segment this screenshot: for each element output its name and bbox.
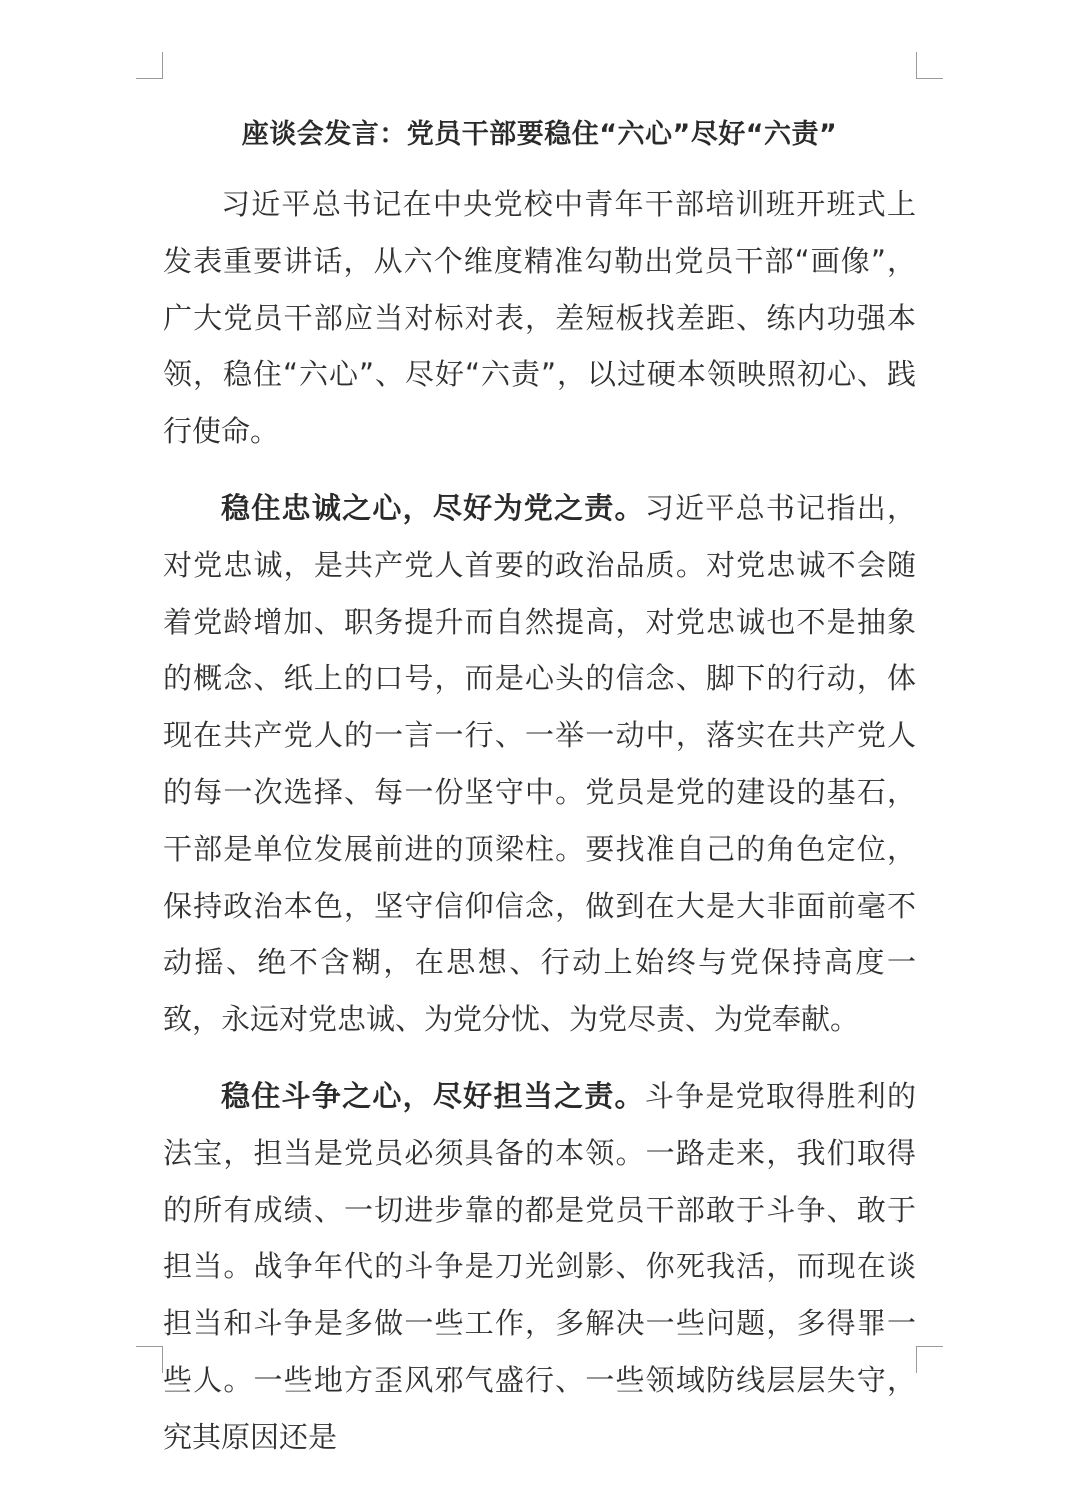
page-corner-top-right <box>916 52 943 79</box>
document-title: 座谈会发言：党员干部要稳住“六心”尽好“六责” <box>241 119 838 150</box>
page-corner-bottom-left <box>136 1346 163 1373</box>
paragraph-loyalty <box>163 480 916 1048</box>
page-corner-top-left <box>136 52 163 79</box>
paragraph-lead: 稳住忠诚之心，尽好为党之责。 <box>221 490 645 525</box>
paragraph-struggle <box>163 1068 916 1466</box>
document-body <box>163 112 916 1486</box>
paragraph-intro <box>163 176 916 460</box>
paragraph-text: 习近平总书记在中央党校中青年干部培训班开班式上发表重要讲话，从六个维度精准勾勒出党员干部“画像”，广大党员干部应当对标对表，差短板找差距、练内功强本领，稳住“六心”、尽好“六责”，以过硬本领映照初心、践行使命。 <box>163 187 916 449</box>
paragraph-text: 习近平总书记指出，对党忠诚，是共产党人首要的政治品质。对党忠诚不会随着党龄增加、职务提升而自然提高，对党忠诚也不是抽象的概念、纸上的口号，而是心头的信念、脚下的行动，体现在共产党人的一言一行、一举一动中，落实在共产党人的每一次选择、每一份坚守中。党员是党的建设的基石，干部是单位发展前进的顶梁柱。要找准自己的角色定位，保持政治本色，坚守信仰信念，做到在大是大非面前毫不动摇、绝不含糊，在思想、行动上始终与党保持高度一致，永远对党忠诚、为党分忧、为党尽责、为党奉献。 <box>163 490 916 1037</box>
paragraph-text: 斗争是党取得胜利的法宝，担当是党员必须具备的本领。一路走来，我们取得的所有成绩、一切进步靠的都是党员干部敢于斗争、敢于担当。战争年代的斗争是刀光剑影、你死我活，而现在谈担当和斗争是多做一些工作，多解决一些问题，多得罪一些人。一些地方歪风邪气盛行、一些领域防线层层失守，究其原因还是 <box>163 1078 916 1454</box>
page-corner-bottom-right <box>916 1346 943 1373</box>
paragraph-lead: 稳住斗争之心，尽好担当之责。 <box>221 1078 645 1113</box>
